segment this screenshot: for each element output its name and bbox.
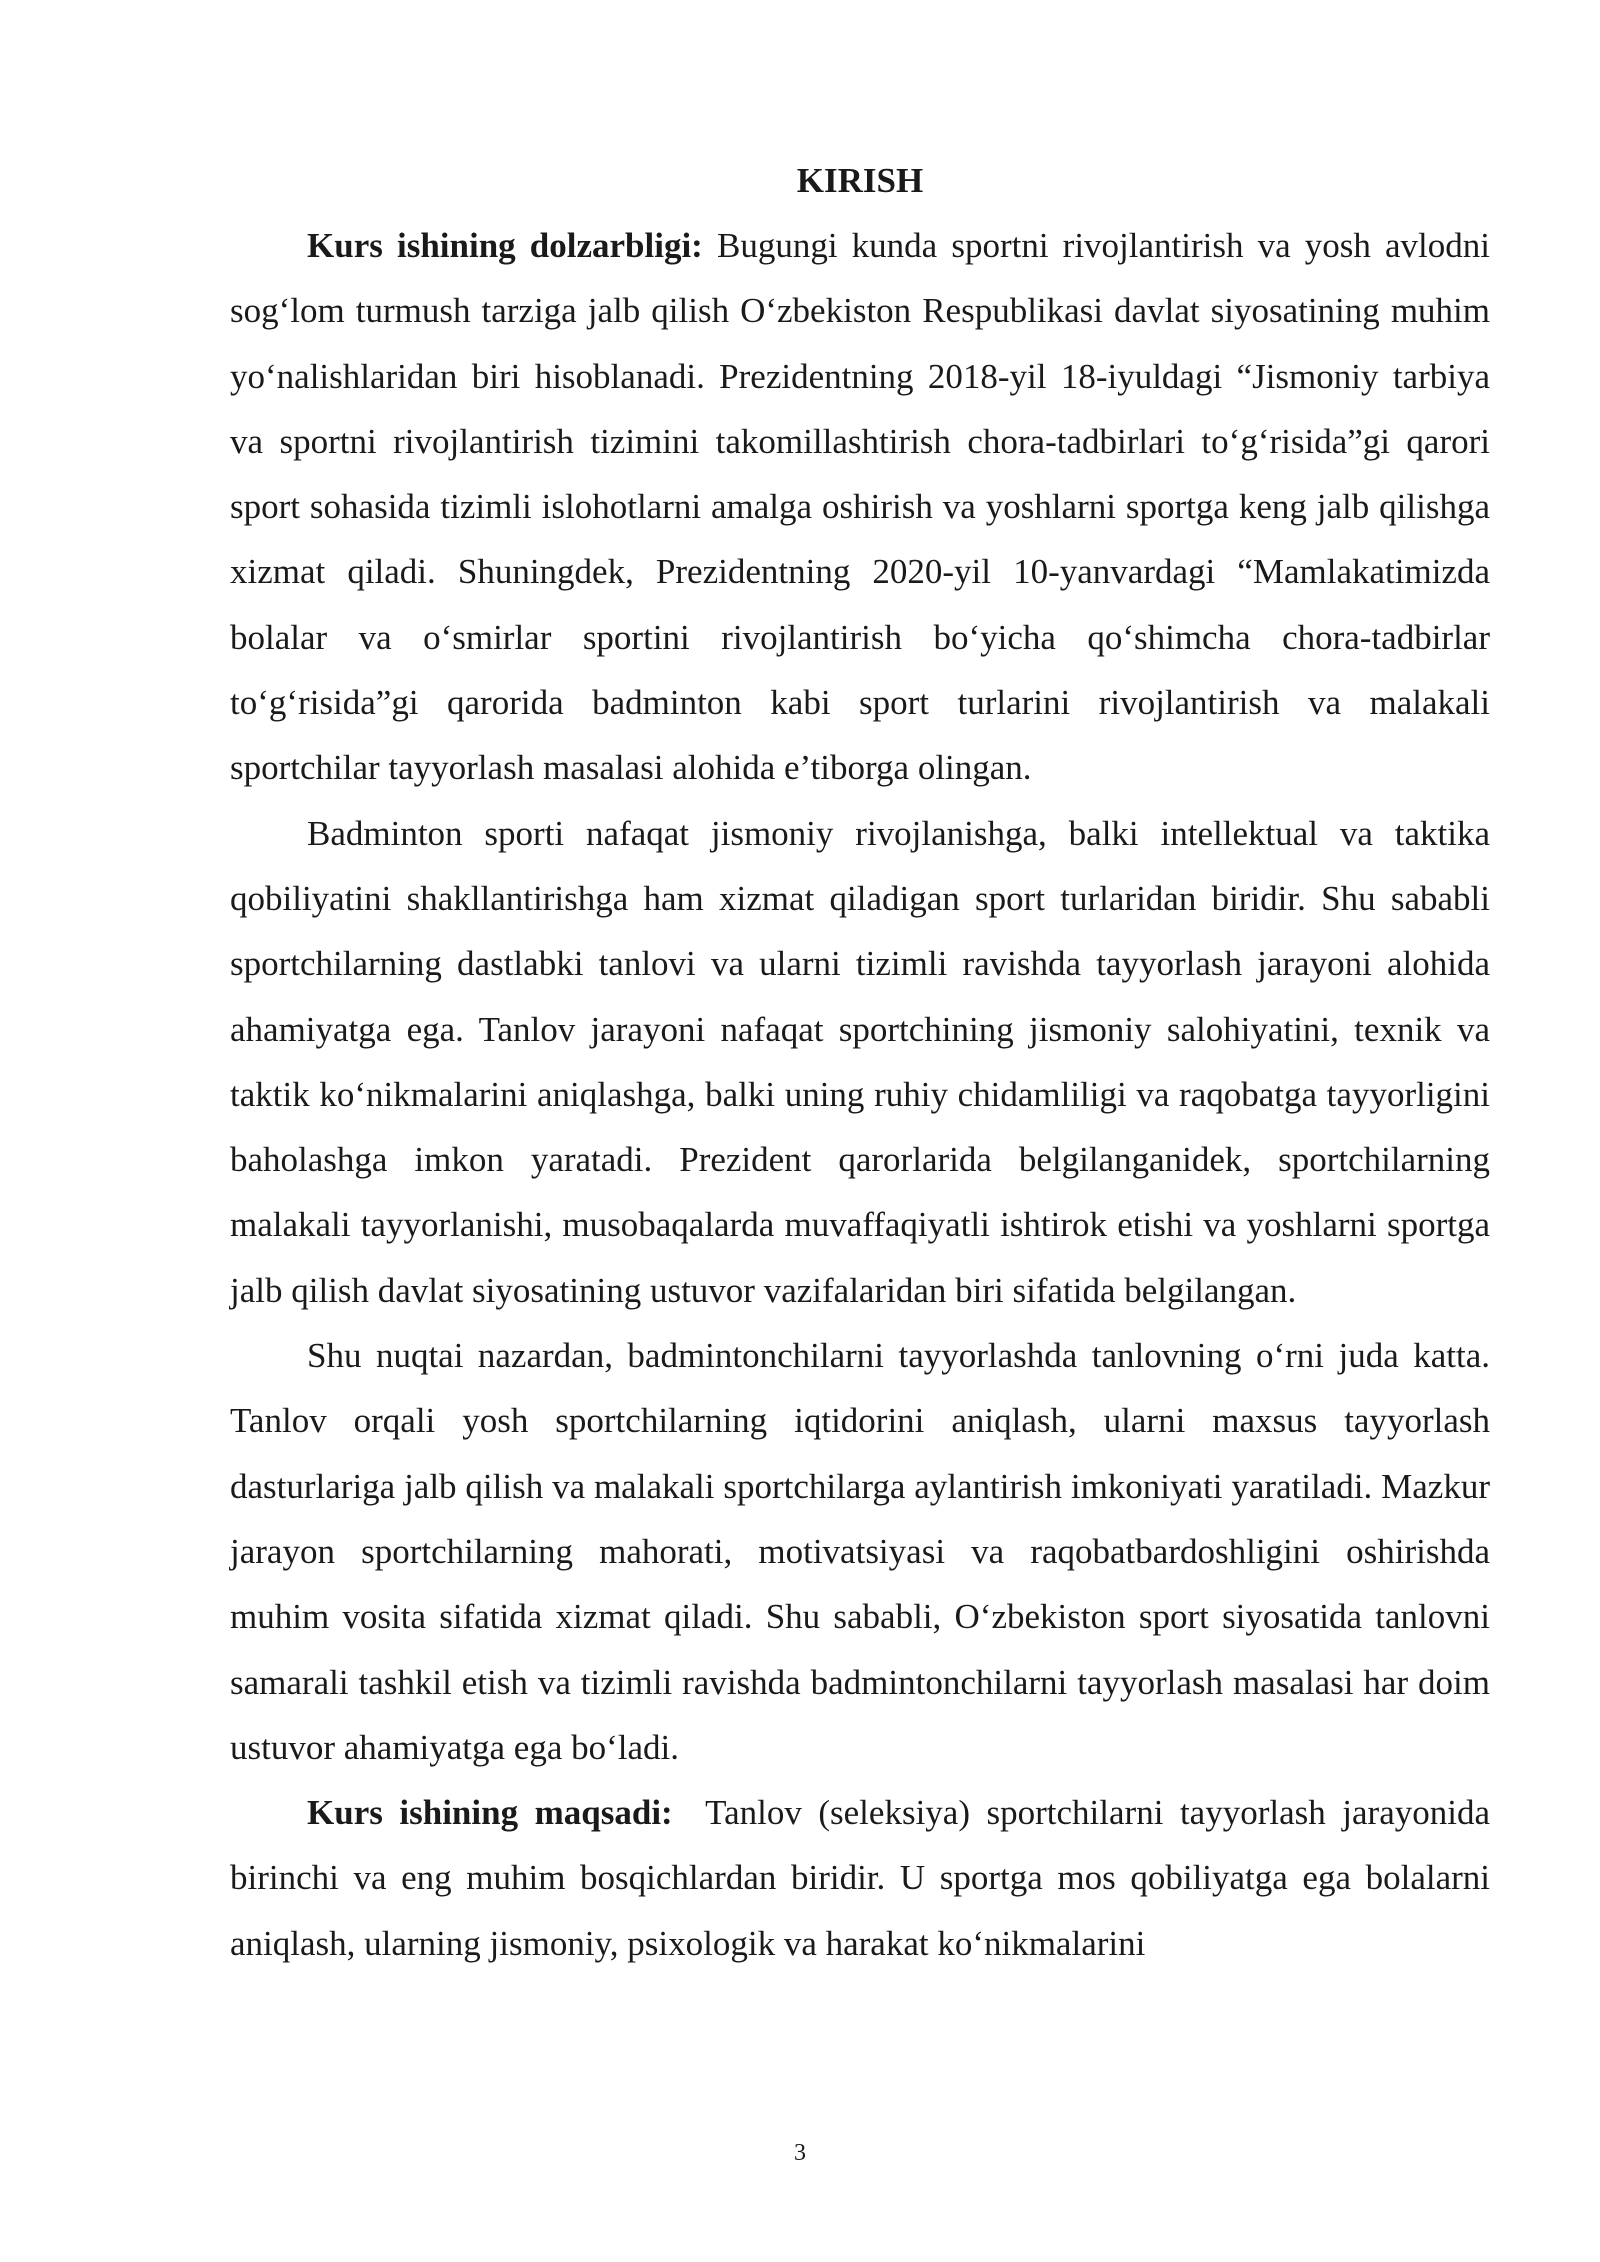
paragraph-goal <box>230 1780 1499 1976</box>
paragraph-badminton <box>230 801 1490 1323</box>
page-number: 3 <box>794 2140 806 2166</box>
paragraph-relevance <box>230 213 1490 801</box>
document-body <box>230 148 1499 1976</box>
section-title: KIRISH <box>796 161 924 200</box>
paragraph-lead: Kurs ishining maqsadi: <box>307 1793 673 1833</box>
paragraph-text: Badminton sporti nafaqat jismoniy rivojlanishga, balki intellektual va taktika qobiliyatini shakllantirishga ham xizmat qiladigan sport turlaridan biridir. Shu sababli sportchilarning dastlabki tanlovi va ularni tizimli ravishda tayyorlash jarayoni alohida ahamiyatga ega. Tanlov jarayoni nafaqat sportchining jismoniy salohiyatini, texnik va taktik ko‘nikmalarini aniqlashga, balki uning ruhiy chidamliligi va raqobatga tayyorligini baholashga imkon yaratadi. Prezident qarorlarida belgilanganidek, sportchilarning malakali tayyorlanishi, musobaqalarda muvaffaqiyatli ishtirok etishi va yoshlarni sportga jalb qilish davlat siyosatining ustuvor vazifalaridan biri sifatida belgilangan. <box>230 813 1490 1310</box>
paragraph-selection-role <box>230 1323 1490 1780</box>
paragraph-text: Bugungi kunda sportni rivojlantirish va yosh avlodni sog‘lom turmush tarziga jalb qilish O‘zbekiston Respublikasi davlat siyosatining muhim yo‘nalishlaridan biri hisoblanadi. Prezidentning 2018-yil 18-iyuldagi “Jismoniy tarbiya va sportni rivojlantirish tizimini takomillashtirish chora-tadbirlari to‘g‘risida”gi qarori sport sohasida tizimli islohotlarni amalga oshirish va yoshlarni sportga keng jalb qilishga xizmat qiladi. Shuningdek, Prezidentning 2020-yil 10-yanvardagi “Mamlakatimizda bolalar va o‘smirlar sportini rivojlantirish bo‘yicha qo‘shimcha chora-tadbirlar to‘g‘risida”gi qarorida badminton kabi sport turlarini rivojlantirish va malakali sportchilar tayyorlash masalasi alohida e’tiborga olingan. <box>230 226 1490 788</box>
paragraph-text: Tanlov (seleksiya) sportchilarni tayyorlash jarayonida birinchi va eng muhim bosqichlardan biridir. U sportga mos qobiliyatga ega bolalarni aniqlash, ularning jismoniy, psixologik va harakat ko‘nikmalarini <box>230 1793 1499 1963</box>
paragraph-lead: Kurs ishining dolzarbligi: <box>307 226 703 265</box>
paragraph-text: Shu nuqtai nazardan, badmintonchilarni tayyorlashda tanlovning o‘rni juda katta. Tanlov orqali yosh sportchilarning iqtidorini aniqlash, ularni maxsus tayyorlash dasturlariga jalb qilish va malakali sportchilarga aylantirish imkoniyati yaratiladi. Mazkur jarayon sportchilarning mahorati, motivatsiyasi va raqobatbardoshligini oshirishda muhim vosita sifatida xizmat qiladi. Shu sababli, O‘zbekiston sport siyosatida tanlovni samarali tashkil etish va tizimli ravishda badmintonchilarni tayyorlash masalasi har doim ustuvor ahamiyatga ega bo‘ladi. <box>230 1336 1490 1767</box>
